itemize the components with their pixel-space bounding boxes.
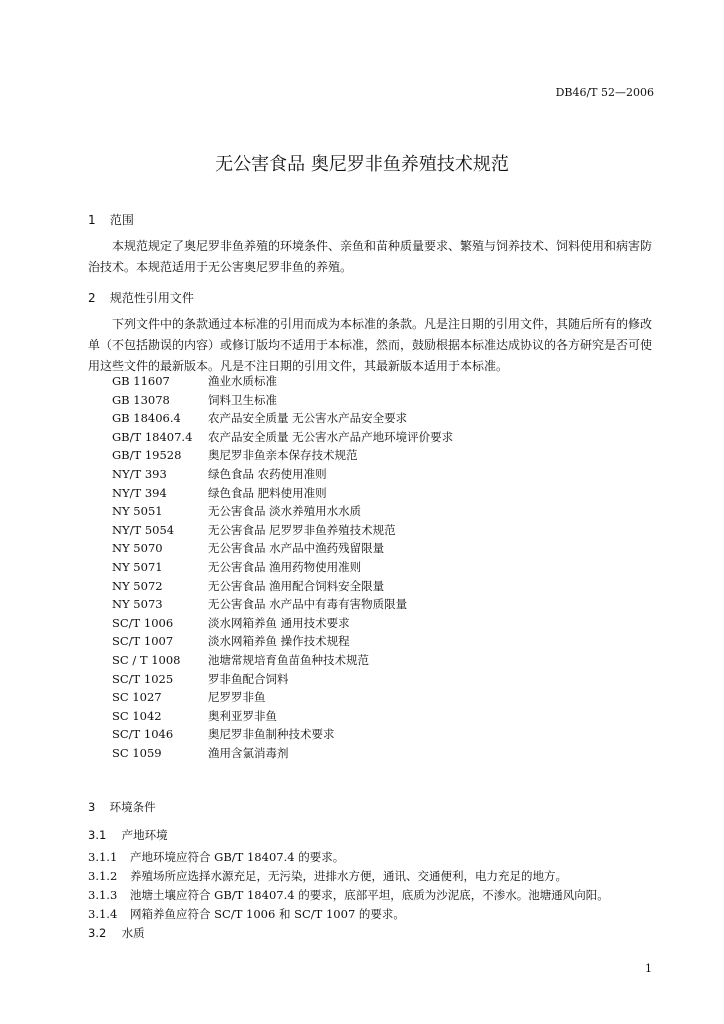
reference-row [112, 614, 632, 633]
reference-code: NY 5073 [112, 597, 163, 612]
reference-row [112, 558, 632, 577]
reference-name: 淡水网箱养鱼 操作技术规程 [208, 634, 350, 649]
section-1-heading [88, 211, 134, 228]
document-title: 无公害食品 奥尼罗非鱼养殖技术规范 [215, 154, 509, 175]
section-title: 规范性引用文件 [109, 291, 194, 305]
reference-name: 无公害食品 水产品中有毒有害物质限量 [208, 597, 408, 612]
reference-row [112, 577, 632, 596]
section-3-heading [88, 799, 156, 815]
reference-code: NY 5070 [112, 541, 163, 556]
reference-row [112, 465, 632, 484]
reference-name: 罗非鱼配合饲料 [208, 671, 289, 686]
subsection-title: 水质 [121, 926, 145, 940]
clause-3-1-1 [88, 849, 344, 865]
reference-name: 淡水网箱养鱼 通用技术要求 [208, 615, 350, 630]
reference-code: GB/T 18407.4 [112, 429, 193, 444]
page-number: 1 [645, 962, 652, 975]
reference-code: GB/T 19528 [112, 448, 182, 463]
reference-name: 农产品安全质量 无公害水产品安全要求 [208, 411, 408, 426]
reference-row [112, 446, 632, 465]
reference-row [112, 502, 632, 521]
reference-name: 渔业水质标准 [208, 374, 277, 388]
section-1-paragraph: 本规范规定了奥尼罗非鱼养殖的环境条件、亲鱼和苗种质量要求、繁殖与饲养技术、饲料使用和病害防治技术。本规范适用于无公害奥尼罗非鱼的养殖。 [88, 239, 653, 274]
reference-name: 无公害食品 淡水养殖用水水质 [208, 504, 362, 519]
section-number: 3 [88, 800, 96, 814]
reference-code: GB 18406.4 [112, 411, 181, 426]
clause-3-1-4 [88, 906, 405, 922]
reference-name: 尼罗罗非鱼 [208, 690, 266, 705]
clause-3-1-2 [88, 868, 567, 884]
reference-row [112, 632, 632, 651]
reference-row [112, 521, 632, 540]
reference-code: NY/T 5054 [112, 522, 175, 537]
reference-code: NY/T 394 [112, 485, 167, 500]
subsection-3-1-heading [88, 827, 168, 843]
reference-row [112, 391, 632, 410]
subsection-3-2-heading [88, 925, 145, 941]
reference-row [112, 744, 632, 763]
reference-code: SC 1042 [112, 708, 162, 723]
section-number: 1 [88, 213, 96, 227]
clause-text: 网箱养鱼应符合 SC/T 1006 和 SC/T 1007 的要求。 [130, 907, 405, 921]
reference-code: SC/T 1006 [112, 615, 174, 630]
reference-row [112, 428, 632, 447]
reference-code: SC/T 1046 [112, 727, 174, 742]
reference-name: 饲料卫生标准 [208, 392, 277, 407]
reference-name: 池塘常规培育鱼苗鱼种技术规范 [208, 652, 369, 667]
reference-name: 农产品安全质量 无公害水产品产地环境评价要求 [208, 429, 454, 444]
clause-number: 3.1.2 [88, 869, 118, 883]
reference-name: 奥利亚罗非鱼 [208, 708, 277, 723]
reference-name: 绿色食品 肥料使用准则 [208, 485, 327, 500]
reference-code: SC / T 1008 [112, 652, 181, 667]
reference-name: 无公害食品 渔用药物使用准则 [208, 559, 362, 574]
reference-row [112, 372, 632, 391]
reference-name: 无公害食品 水产品中渔药残留限量 [208, 541, 385, 556]
reference-code: SC/T 1007 [112, 634, 174, 649]
clause-3-1-3 [88, 887, 609, 903]
reference-name: 绿色食品 农药使用准则 [208, 466, 327, 481]
clause-number: 3.1.1 [88, 850, 118, 864]
section-2-paragraph: 下列文件中的条款通过本标准的引用而成为本标准的条款。凡是注日期的引用文件，其随后所有的修改单（不包括勘误的内容）或修订版均不适用于本标准，然而，鼓励根据本标准达成协议的各方研究是否可使用这些文件的最新版本。凡是不注日期的引用文件，其最新版本适用于本标准。 [88, 317, 653, 373]
reference-row [112, 707, 632, 726]
reference-code: NY/T 393 [112, 466, 167, 481]
section-title: 环境条件 [109, 800, 156, 814]
reference-code: NY 5072 [112, 578, 163, 593]
reference-name: 无公害食品 渔用配合饲料安全限量 [208, 578, 385, 593]
reference-code: NY 5051 [112, 504, 163, 519]
reference-row [112, 595, 632, 614]
subsection-title: 产地环境 [121, 828, 168, 842]
subsection-number: 3.2 [88, 926, 107, 940]
section-number: 2 [88, 291, 96, 305]
reference-code: SC 1027 [112, 690, 162, 705]
reference-row [112, 725, 632, 744]
reference-row [112, 670, 632, 689]
reference-code: GB 11607 [112, 374, 170, 388]
reference-row [112, 539, 632, 558]
clause-text: 产地环境应符合 GB/T 18407.4 的要求。 [130, 850, 345, 864]
reference-row [112, 409, 632, 428]
reference-list [112, 372, 632, 762]
reference-row [112, 688, 632, 707]
reference-code: SC/T 1025 [112, 671, 174, 686]
reference-code: SC 1059 [112, 745, 162, 760]
reference-name: 奥尼罗非鱼亲本保存技术规范 [208, 448, 358, 463]
reference-row [112, 484, 632, 503]
clause-number: 3.1.3 [88, 888, 118, 902]
reference-row [112, 651, 632, 670]
reference-name: 奥尼罗非鱼制种技术要求 [208, 727, 335, 742]
reference-name: 无公害食品 尼罗罗非鱼养殖技术规范 [208, 522, 396, 537]
reference-name: 渔用含氯消毒剂 [208, 745, 289, 760]
subsection-number: 3.1 [88, 828, 107, 842]
clause-text: 养殖场所应选择水源充足，无污染，进排水方便，通讯、交通便利，电力充足的地方。 [130, 869, 567, 883]
section-2-heading [88, 289, 194, 306]
reference-code: GB 13078 [112, 392, 170, 407]
section-title: 范围 [109, 213, 134, 227]
clause-text: 池塘土壤应符合 GB/T 18407.4 的要求，底部平坦，底质为沙泥底，不渗水。池塘通风向阳。 [130, 888, 609, 902]
standard-code: DB46/T 52—2006 [555, 86, 654, 99]
clause-number: 3.1.4 [88, 907, 118, 921]
reference-code: NY 5071 [112, 559, 163, 574]
